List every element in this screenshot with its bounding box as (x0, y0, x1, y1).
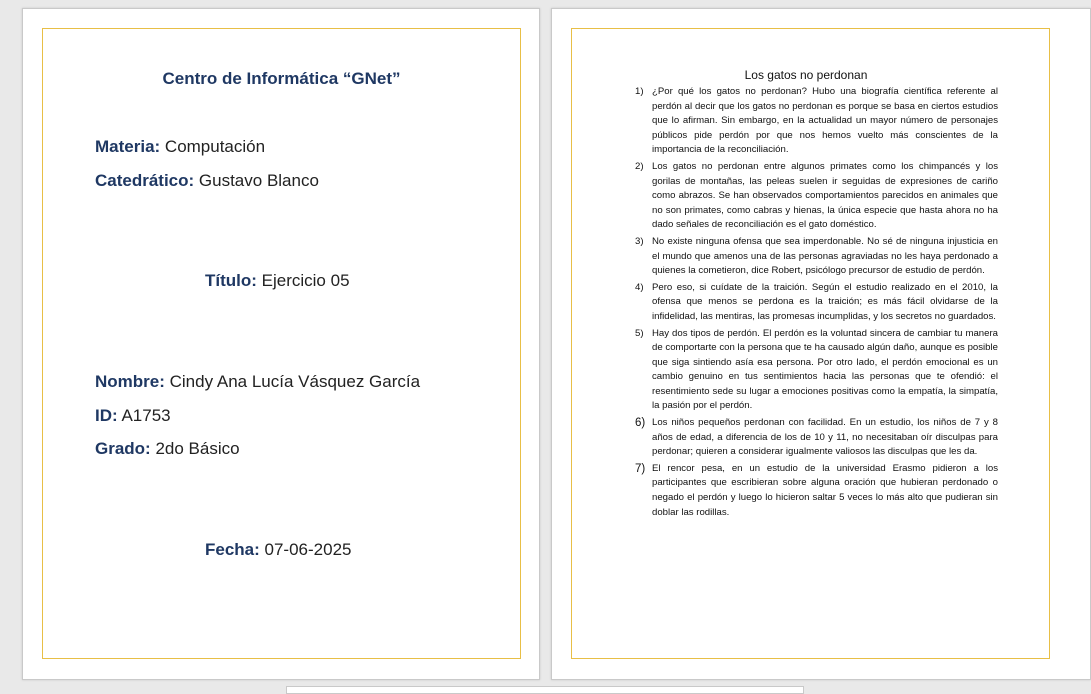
grado-value: 2do Básico (150, 439, 240, 458)
catedratico-value: Gustavo Blanco (194, 171, 319, 190)
titulo-value: Ejercicio 05 (256, 271, 350, 290)
grado-label: Grado: (95, 439, 151, 458)
list-number: 3) (635, 235, 644, 247)
list-item (636, 160, 998, 233)
article-list (636, 85, 998, 522)
list-item (636, 235, 998, 279)
titulo-label: Título: (205, 271, 257, 290)
nombre-line (95, 372, 420, 392)
materia-line (95, 137, 265, 157)
list-item (636, 85, 998, 158)
cover-title: Centro de Informática “GNet” (162, 69, 401, 88)
list-text: ¿Por qué los gatos no perdonan? Hubo una biografía científica referente al perdón al decir que los gatos no perdonan es porque se basa en ciertos estudios que lo afirman. Sin embargo, en la actualidad un mayor número de personajes públicos pide perdón por que nos hemos vuelto más conscientes de la importancia de la reconciliación. (652, 86, 998, 156)
article-page (551, 8, 1091, 680)
list-number: 1) (635, 86, 644, 97)
fecha-line (205, 540, 351, 560)
nombre-label: Nombre: (95, 372, 165, 391)
list-number: 6) (635, 417, 646, 430)
list-item (636, 416, 998, 460)
id-value: A1753 (117, 406, 171, 425)
cover-page (22, 8, 540, 680)
catedratico-label: Catedrático: (95, 171, 195, 190)
list-text: Los niños pequeños perdonan con facilidad. En un estudio, los niños de 7 y 8 años de edad, a diferencia de los de 10 y 11, no necesitaban oír disculpas para perdonar; quieren a considerar igualmente valiosos las disculpas que les da. (652, 417, 998, 458)
list-number: 4) (635, 281, 644, 293)
materia-label: Materia: (95, 137, 161, 156)
list-item (636, 462, 998, 520)
list-number: 2) (635, 160, 644, 172)
list-number: 7) (635, 462, 646, 475)
fecha-label: Fecha: (205, 540, 260, 559)
list-text: El rencor pesa, en un estudio de la universidad Erasmo pidieron a los participantes que escribieran sobre alguna oración que hubieran perdonado o negado el perdón y luego lo hicieron saltar 5 veces lo más alto que pudieran sin doblar las rodillas. (652, 462, 998, 518)
id-line (95, 406, 171, 426)
list-text: Hay dos tipos de perdón. El perdón es la voluntad sincera de cambiar tu manera de comportarte con la persona que te ha causado algún daño, aunque es posible que siga sintiendo asía esa persona. Por otro lado, el perdón emocional es un cambio genuino en tus sentimientos hacia las personas que te ofendió: el resentimiento sede su lugar a emociones positivas como la empatía, la simpatía, la pasión por el perdón. (652, 327, 998, 412)
next-page-edge (286, 686, 804, 694)
list-item (636, 281, 998, 325)
grado-line (95, 439, 240, 459)
article-title: Los gatos no perdonan (744, 68, 868, 82)
materia-value: Computación (160, 137, 266, 156)
fecha-value: 07-06-2025 (259, 540, 352, 559)
list-text: Pero eso, si cuídate de la traición. Según el estudio realizado en el 2010, la ofensa que menos se perdona es la traición; es más fácil olvidarse de la infidelidad, las mentiras, las promesas incumplidas, y los secretos no guardados. (652, 281, 998, 322)
list-text: Los gatos no perdonan entre algunos primates como los chimpancés y los gorilas de montañas, las peleas suelen ir seguidas de expresiones de cariño como abrazos. Se han observados comportamientos parecidos en animales que no son primates, como cabras y hienas, la única especie que hasta ahora no ha dado señales de reconciliación es el gato doméstico. (652, 160, 998, 231)
list-text: No existe ninguna ofensa que sea imperdonable. No sé de ninguna injusticia en el mundo que amenos una de las personas agraviadas no les haya perdonado a quienes la cometieron, dice Robert, psicólogo precursor de estudio de perdón. (652, 235, 998, 277)
list-number: 5) (635, 327, 644, 339)
id-label: ID: (95, 406, 118, 425)
cover-page-border (42, 28, 521, 659)
list-item (636, 327, 998, 415)
nombre-value: Cindy Ana Lucía Vásquez García (164, 372, 421, 391)
catedratico-line (95, 171, 319, 191)
titulo-line (205, 271, 350, 291)
